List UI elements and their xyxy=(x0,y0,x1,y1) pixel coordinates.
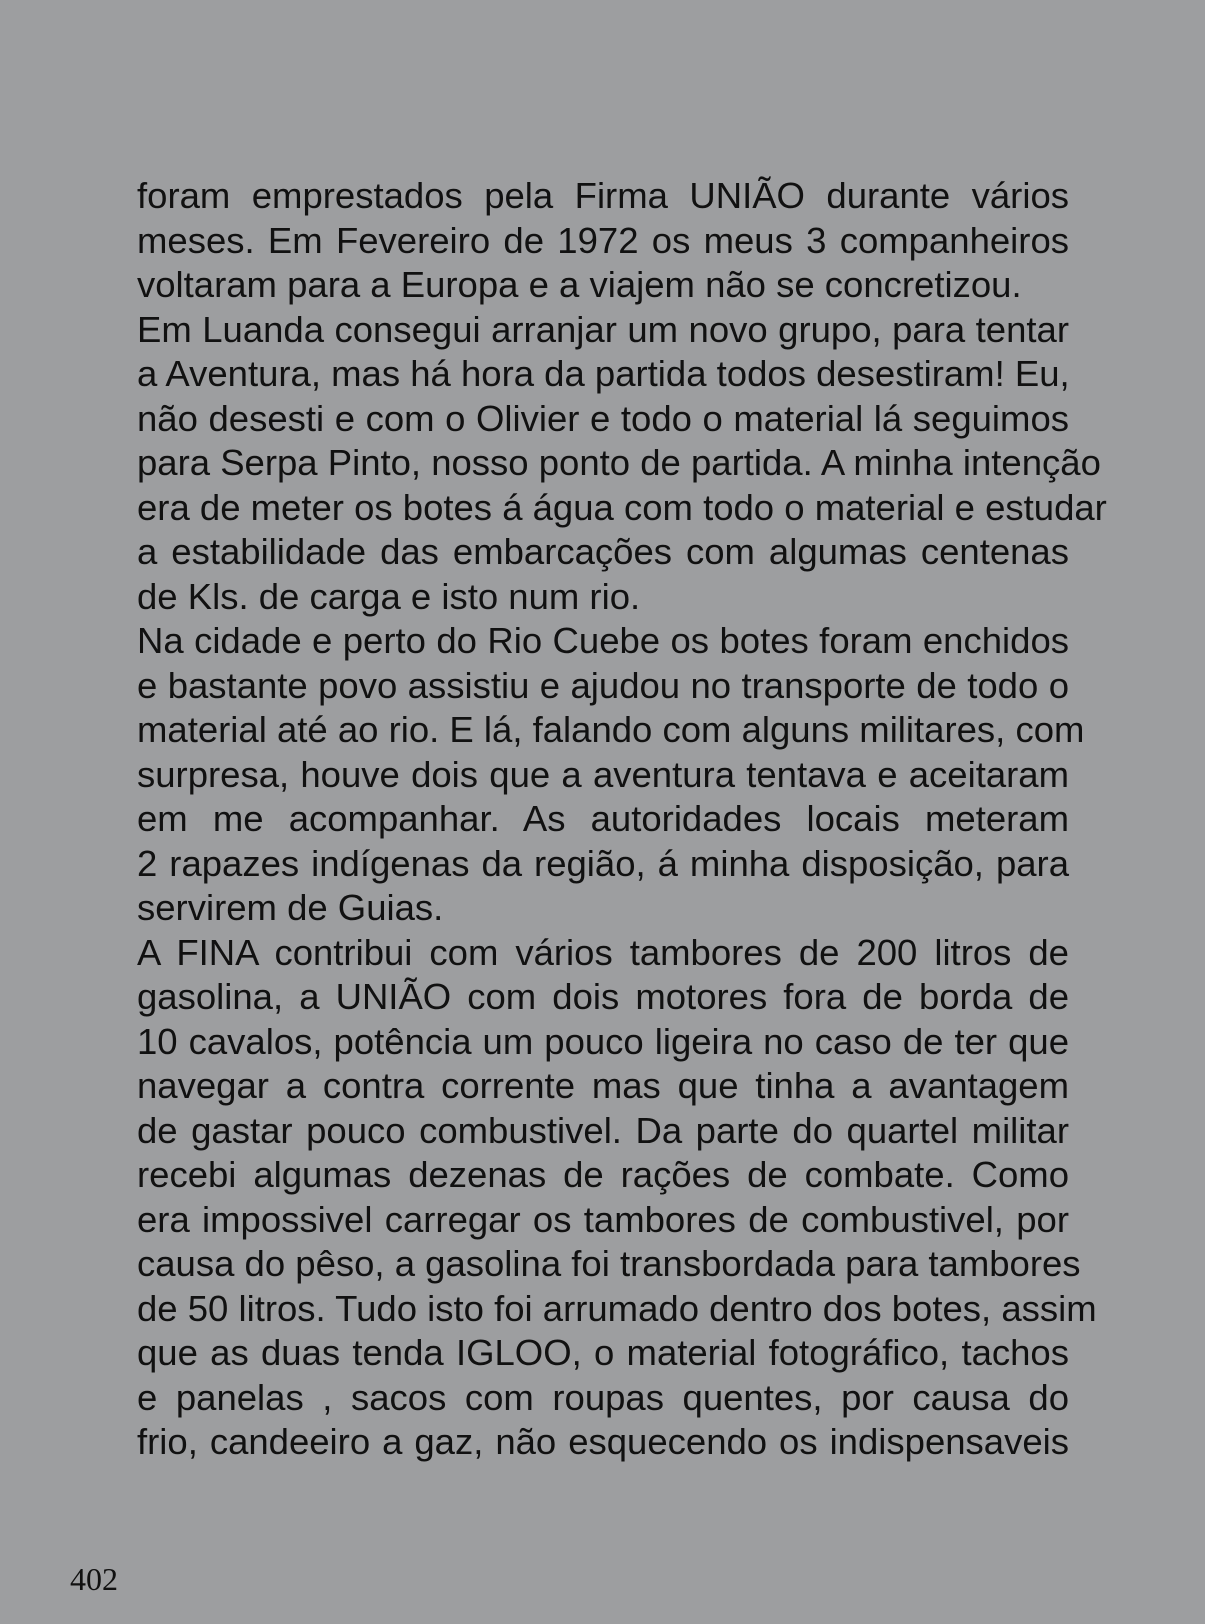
text-line: não desesti e com o Olivier e todo o material lá seguimos xyxy=(137,397,1069,439)
text-line: A FINA contribui com vários tambores de 200 litros de xyxy=(137,931,1069,973)
text-line: Na cidade e perto do Rio Cuebe os botes foram enchidos xyxy=(137,620,1069,661)
text-line: era de meter os botes á água com todo o material e estudar xyxy=(137,486,1107,528)
text-line: foram emprestados pela Firma UNIÃO durante vários xyxy=(137,175,1069,216)
text-line: que as duas tenda IGLOO, o material fotográfico, tachos xyxy=(137,1332,1069,1373)
text-line: material até ao rio. E lá, falando com alguns militares, com xyxy=(137,709,1085,750)
text-line: 2 rapazes indígenas da região, á minha disposição, para xyxy=(137,842,1069,884)
text-line: recebi algumas dezenas de rações de combate. Como xyxy=(137,1154,1069,1195)
page-number: 402 xyxy=(70,1561,118,1597)
text-line: a estabilidade das embarcações com algumas centenas xyxy=(137,531,1069,572)
text-line: e bastante povo assistiu e ajudou no transporte de todo o xyxy=(137,664,1069,706)
text-line: a Aventura, mas há hora da partida todos desestiram! Eu, xyxy=(137,353,1070,394)
text-line: servirem de Guias. xyxy=(137,887,444,928)
text-line: voltaram para a Europa e a viajem não se concretizou. xyxy=(137,264,1022,305)
text-line: de 50 litros. Tudo isto foi arrumado dentro dos botes, assim xyxy=(137,1287,1097,1329)
text-line: era impossivel carregar os tambores de combustivel, por xyxy=(137,1198,1069,1240)
text-line: e panelas , sacos com roupas quentes, por causa do xyxy=(137,1376,1069,1418)
text-line: meses. Em Fevereiro de 1972 os meus 3 companheiros xyxy=(137,219,1069,261)
body-text xyxy=(137,174,1107,1465)
text-line: para Serpa Pinto, nosso ponto de partida. A minha intenção xyxy=(137,442,1101,483)
text-line: Em Luanda consegui arranjar um novo grupo, para tentar xyxy=(137,308,1069,350)
text-line: gasolina, a UNIÃO com dois motores fora de borda de xyxy=(137,976,1069,1017)
text-line: de gastar pouco combustivel. Da parte do quartel militar xyxy=(137,1109,1069,1151)
text-line: de Kls. de carga e isto num rio. xyxy=(137,575,641,617)
text-line: 10 cavalos, potência um pouco ligeira no caso de ter que xyxy=(137,1020,1069,1062)
text-line: navegar a contra corrente mas que tinha a avantagem xyxy=(137,1065,1069,1106)
text-line: causa do pêso, a gasolina foi transbordada para tambores xyxy=(137,1243,1081,1284)
text-line: surpresa, houve dois que a aventura tentava e aceitaram xyxy=(137,753,1069,795)
text-line: em me acompanhar. As autoridades locais meteram xyxy=(137,798,1069,839)
text-line: frio, candeeiro a gaz, não esquecendo os indispensaveis xyxy=(137,1421,1069,1462)
